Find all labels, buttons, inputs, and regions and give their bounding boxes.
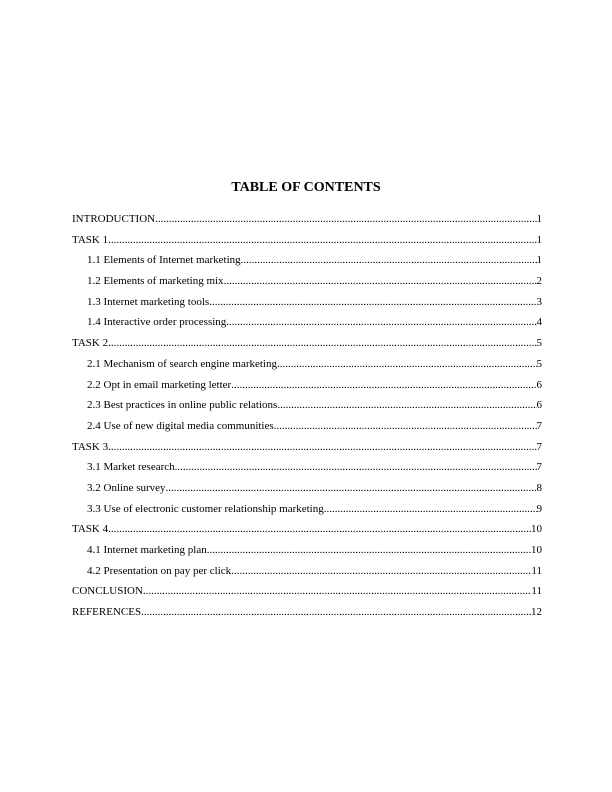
toc-dot-leader [166,478,537,499]
toc-entry-label: 2.1 Mechanism of search engine marketing [87,357,277,370]
toc-entry-page-number: 7 [536,419,542,432]
toc-entry-page-number: 6 [536,378,542,391]
toc-entry-page-number: 1 [536,254,542,267]
toc-entry[interactable] [72,499,542,520]
toc-entry[interactable] [72,561,542,582]
toc-dot-leader [108,437,536,458]
toc-entry-label: 1.3 Internet marketing tools [87,295,210,308]
toc-entry[interactable] [72,230,542,251]
toc-dot-leader [141,602,531,623]
toc-entry-page-number: 5 [536,357,542,370]
toc-entry[interactable] [72,457,542,478]
toc-entry-label: 3.2 Online survey [87,481,166,494]
toc-dot-leader [231,375,536,396]
toc-dot-leader [108,519,531,540]
toc-entry-page-number: 1 [536,213,542,225]
toc-entry-label: 4.2 Presentation on pay per click [87,564,232,577]
toc-entry-label: 1.1 Elements of Internet marketing [87,254,241,267]
toc-entry[interactable] [72,602,542,623]
toc-entry-label: 3.3 Use of electronic customer relationship marketing [87,502,324,515]
toc-entry-label: TASK 2 [72,337,109,350]
toc-entry-page-number: 12 [531,606,542,619]
toc-dot-leader [224,271,537,292]
toc-dot-leader [277,395,536,416]
toc-dot-leader [277,354,537,375]
toc-dot-leader [207,540,531,561]
toc-entry[interactable] [72,250,542,271]
toc-entry[interactable] [72,395,542,416]
toc-entry-page-number: 11 [531,564,542,577]
toc-entry[interactable] [72,416,542,437]
toc-dot-leader [226,312,536,333]
toc-entry-page-number: 5 [536,337,542,350]
toc-entry-page-number: 4 [536,316,542,329]
toc-entry-page-number: 8 [536,481,542,494]
toc-entry-page-number: 7 [536,440,542,453]
toc-entry-label: 1.4 Interactive order processing [87,316,227,329]
toc-entry-label: 1.2 Elements of marketing mix [87,275,224,288]
toc-entry-page-number: 2 [536,275,542,288]
toc-entry[interactable] [72,312,542,333]
toc-entry-page-number: 6 [536,399,542,412]
toc-entry-label: 2.3 Best practices in online public relations [87,399,278,412]
toc-dot-leader [175,457,537,478]
toc-entry-label: 2.4 Use of new digital media communities [87,419,274,432]
toc-entry-page-number: 10 [531,544,542,556]
toc-title: TABLE OF CONTENTS [231,180,381,195]
toc-dot-leader [155,209,536,230]
toc-entry-label: TASK 4 [72,523,109,536]
toc-dot-leader [274,416,537,437]
toc-entry-label: 2.2 Opt in email marketing letter [87,378,232,391]
toc-entry-label: REFERENCES [72,606,142,619]
toc-entry-page-number: 3 [536,295,542,308]
toc-dot-leader [108,230,536,251]
toc-entry[interactable] [72,437,542,458]
toc-entry-page-number: 10 [531,523,542,536]
toc-entry[interactable] [72,271,542,292]
toc-entry[interactable] [72,581,542,602]
toc-entry-label: TASK 3 [72,440,109,453]
toc-dot-leader [143,581,532,602]
toc-dot-leader [241,250,537,271]
toc-list [72,209,542,623]
toc-entry[interactable] [72,519,542,540]
toc-entry-page-number: 1 [536,233,542,246]
toc-entry-page-number: 9 [536,502,542,515]
toc-entry-page-number: 7 [536,461,542,474]
toc-entry[interactable] [72,375,542,396]
toc-entry-page-number: 11 [531,585,542,598]
toc-entry-label: 4.1 Internet marketing plan [87,544,207,556]
toc-dot-leader [324,499,537,520]
toc-entry[interactable] [72,333,542,354]
toc-dot-leader [209,292,536,313]
toc-entry[interactable] [72,292,542,313]
toc-entry[interactable] [72,354,542,375]
toc-dot-leader [231,561,531,582]
toc-entry-label: INTRODUCTION [72,213,156,225]
toc-entry[interactable] [72,478,542,499]
toc-entry[interactable] [72,540,542,561]
toc-dot-leader [108,333,536,354]
toc-entry-label: TASK 1 [72,233,109,246]
toc-entry-label: CONCLUSION [72,585,143,598]
toc-entry-label: 3.1 Market research [87,461,175,474]
toc-entry[interactable] [72,209,542,230]
